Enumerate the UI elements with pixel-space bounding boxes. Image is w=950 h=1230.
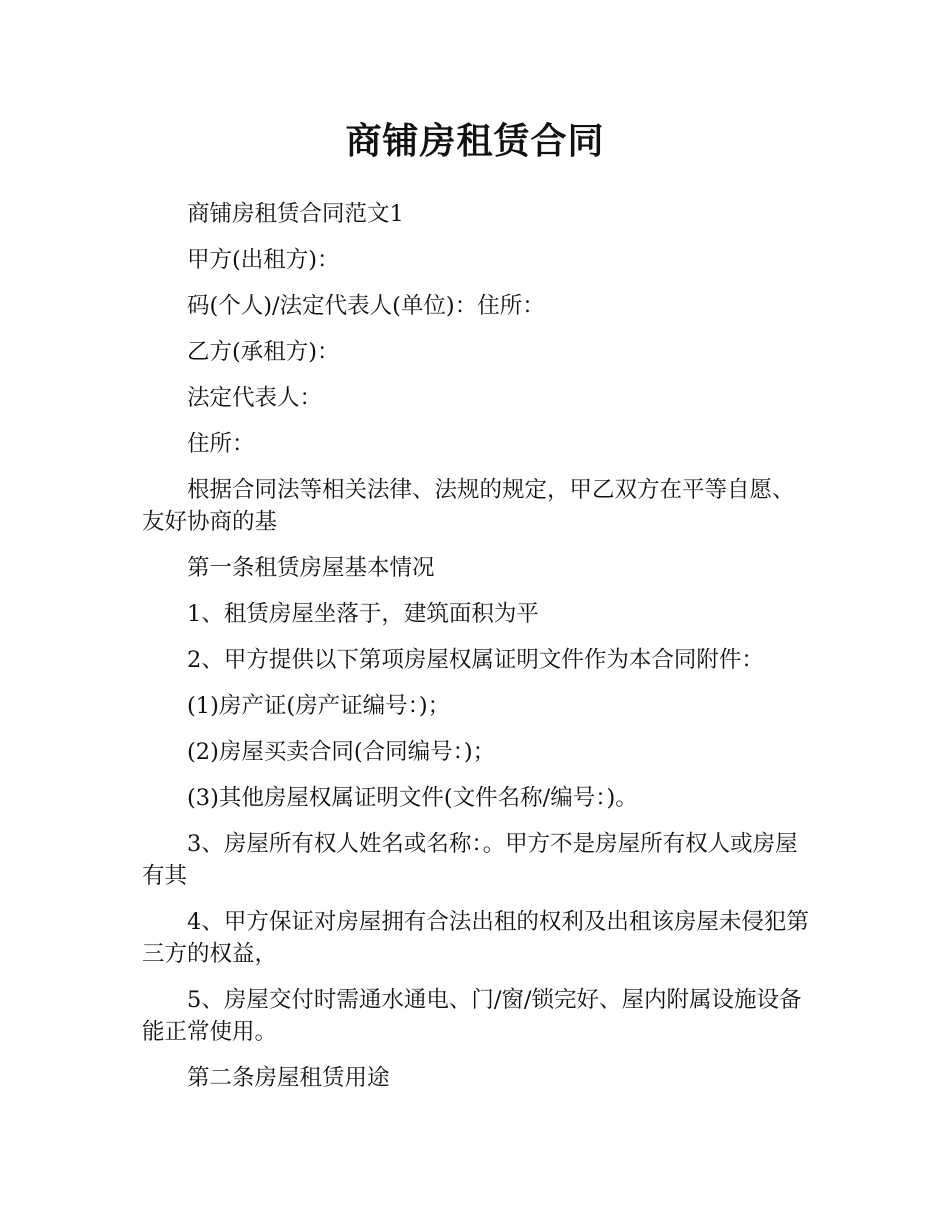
paragraph-delivery-condition: 5、房屋交付时需通水通电、门/窗/锁完好、屋内附属设施设备能正常使用。 bbox=[142, 987, 802, 1045]
paragraph-representative-address: 码(个人)/法定代表人(单位)：住所： bbox=[187, 293, 545, 319]
paragraph-other-documents: (3)其他房屋权属证明文件(文件名称/编号：)。 bbox=[187, 785, 638, 811]
paragraph-ownership-documents: 2、甲方提供以下第项房屋权属证明文件作为本合同附件： bbox=[187, 647, 764, 673]
document-body bbox=[142, 198, 810, 1108]
paragraph-party-b: 乙方(承租方)： bbox=[187, 339, 340, 365]
paragraph-party-a: 甲方(出租方)： bbox=[187, 247, 340, 273]
paragraph-owner-name: 3、房屋所有权人姓名或名称：。甲方不是房屋所有权人或房屋有其 bbox=[142, 831, 798, 889]
paragraph-template-heading: 商铺房租赁合同范文1 bbox=[187, 201, 404, 227]
paragraph-address: 住所： bbox=[187, 431, 255, 457]
paragraph-location-area: 1、租赁房屋坐落于，建筑面积为平 bbox=[187, 601, 539, 627]
paragraph-article-one-heading: 第一条租赁房屋基本情况 bbox=[187, 555, 435, 581]
paragraph-article-two-heading: 第二条房屋租赁用途 bbox=[187, 1065, 390, 1091]
document-title: 商铺房租赁合同 bbox=[345, 121, 605, 162]
paragraph-legal-basis: 根据合同法等相关法律、法规的规定，甲乙双方在平等自愿、友好协商的基 bbox=[142, 477, 795, 535]
paragraph-purchase-contract: (2)房屋买卖合同(合同编号：)； bbox=[187, 739, 496, 765]
paragraph-property-certificate: (1)房产证(房产证编号：)； bbox=[187, 693, 451, 719]
paragraph-legal-representative: 法定代表人： bbox=[187, 385, 323, 411]
paragraph-rental-right: 4、甲方保证对房屋拥有合法出租的权利及出租该房屋未侵犯第三方的权益， bbox=[142, 909, 809, 967]
